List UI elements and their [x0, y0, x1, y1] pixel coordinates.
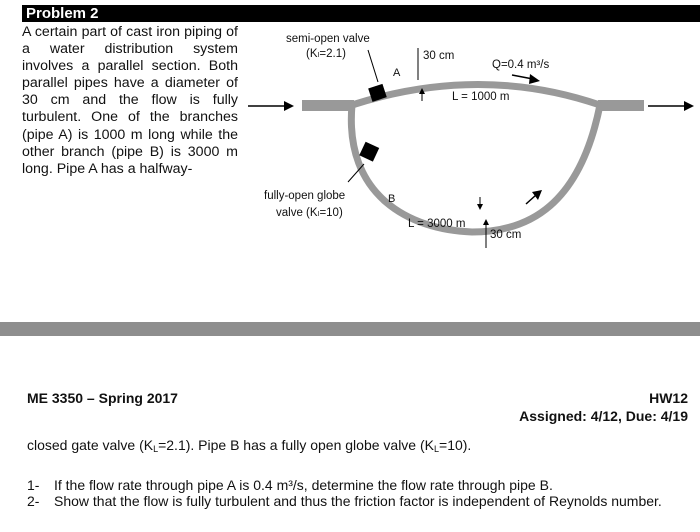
pipe-b-label: B: [388, 193, 396, 205]
course-title: ME 3350 – Spring 2017: [27, 390, 178, 406]
homework-number: HW12: [649, 390, 688, 406]
continuation-sub-2: L: [434, 444, 440, 454]
inlet-pipe: [302, 100, 354, 111]
page-separator: [0, 322, 700, 336]
flow-rate-label: Q=0.4 m³/s: [492, 59, 550, 71]
globe-valve-label: fully-open globe: [264, 190, 346, 202]
problem-intro-text: A certain part of cast iron piping of a water distribution system involves a parallel section. Both parallel pipes have a diameter of 30 cm and the flow is fully turbulent. One of the branches (pipe A) is 1000 m long while the other branch (pipe B) is 3000 m long. Pipe A has a halfway-: [22, 24, 238, 177]
semi-open-valve-label: semi-open valve: [286, 33, 370, 45]
continuation-part-1: closed gate valve (K: [27, 437, 154, 453]
question-list: [27, 477, 692, 509]
pipe-b-diameter: 30 cm: [490, 229, 522, 241]
pipe-b: [351, 105, 600, 232]
question-number: 2-: [27, 493, 40, 509]
problem-title: Problem 2: [22, 5, 700, 22]
continuation-part-3: =10).: [439, 437, 472, 453]
continuation-sub-1: L: [153, 444, 159, 454]
assigned-due-dates: Assigned: 4/12, Due: 4/19: [519, 408, 688, 424]
flow-rate-arrow: [512, 74, 540, 84]
outlet-arrow: [648, 101, 694, 111]
inlet-arrow: [248, 101, 294, 111]
globe-valve: [359, 142, 379, 162]
continuation-part-2: =2.1). Pipe B has a fully open globe valve (K: [158, 437, 434, 453]
pipe-b-flow-arrow: [477, 197, 483, 210]
question-number: 1-: [27, 477, 40, 493]
question-text: If the flow rate through pipe A is 0.4 m³/s, determine the flow rate through pipe B.: [54, 477, 553, 493]
globe-valve-k: valve (Kₗ=10): [276, 207, 343, 219]
pipe-b-outflow-arrow: [526, 190, 542, 204]
question-text: Show that the flow is fully turbulent and thus the friction factor is independent of Reynolds number.: [54, 493, 662, 509]
pipe-network-diagram: [240, 24, 700, 260]
semi-open-valve-leader: [368, 50, 378, 82]
outlet-pipe: [598, 100, 644, 111]
semi-open-valve-k: (Kₗ=2.1): [306, 48, 346, 60]
question-item: [27, 493, 692, 509]
pipe-a-label: A: [393, 67, 401, 79]
pipe-a-length: L = 1000 m: [452, 91, 510, 103]
question-item: [27, 477, 692, 493]
pipe-a-diameter: 30 cm: [423, 50, 455, 62]
pipe-b-length: L = 3000 m: [408, 218, 466, 230]
problem-continuation-text: [27, 437, 471, 454]
